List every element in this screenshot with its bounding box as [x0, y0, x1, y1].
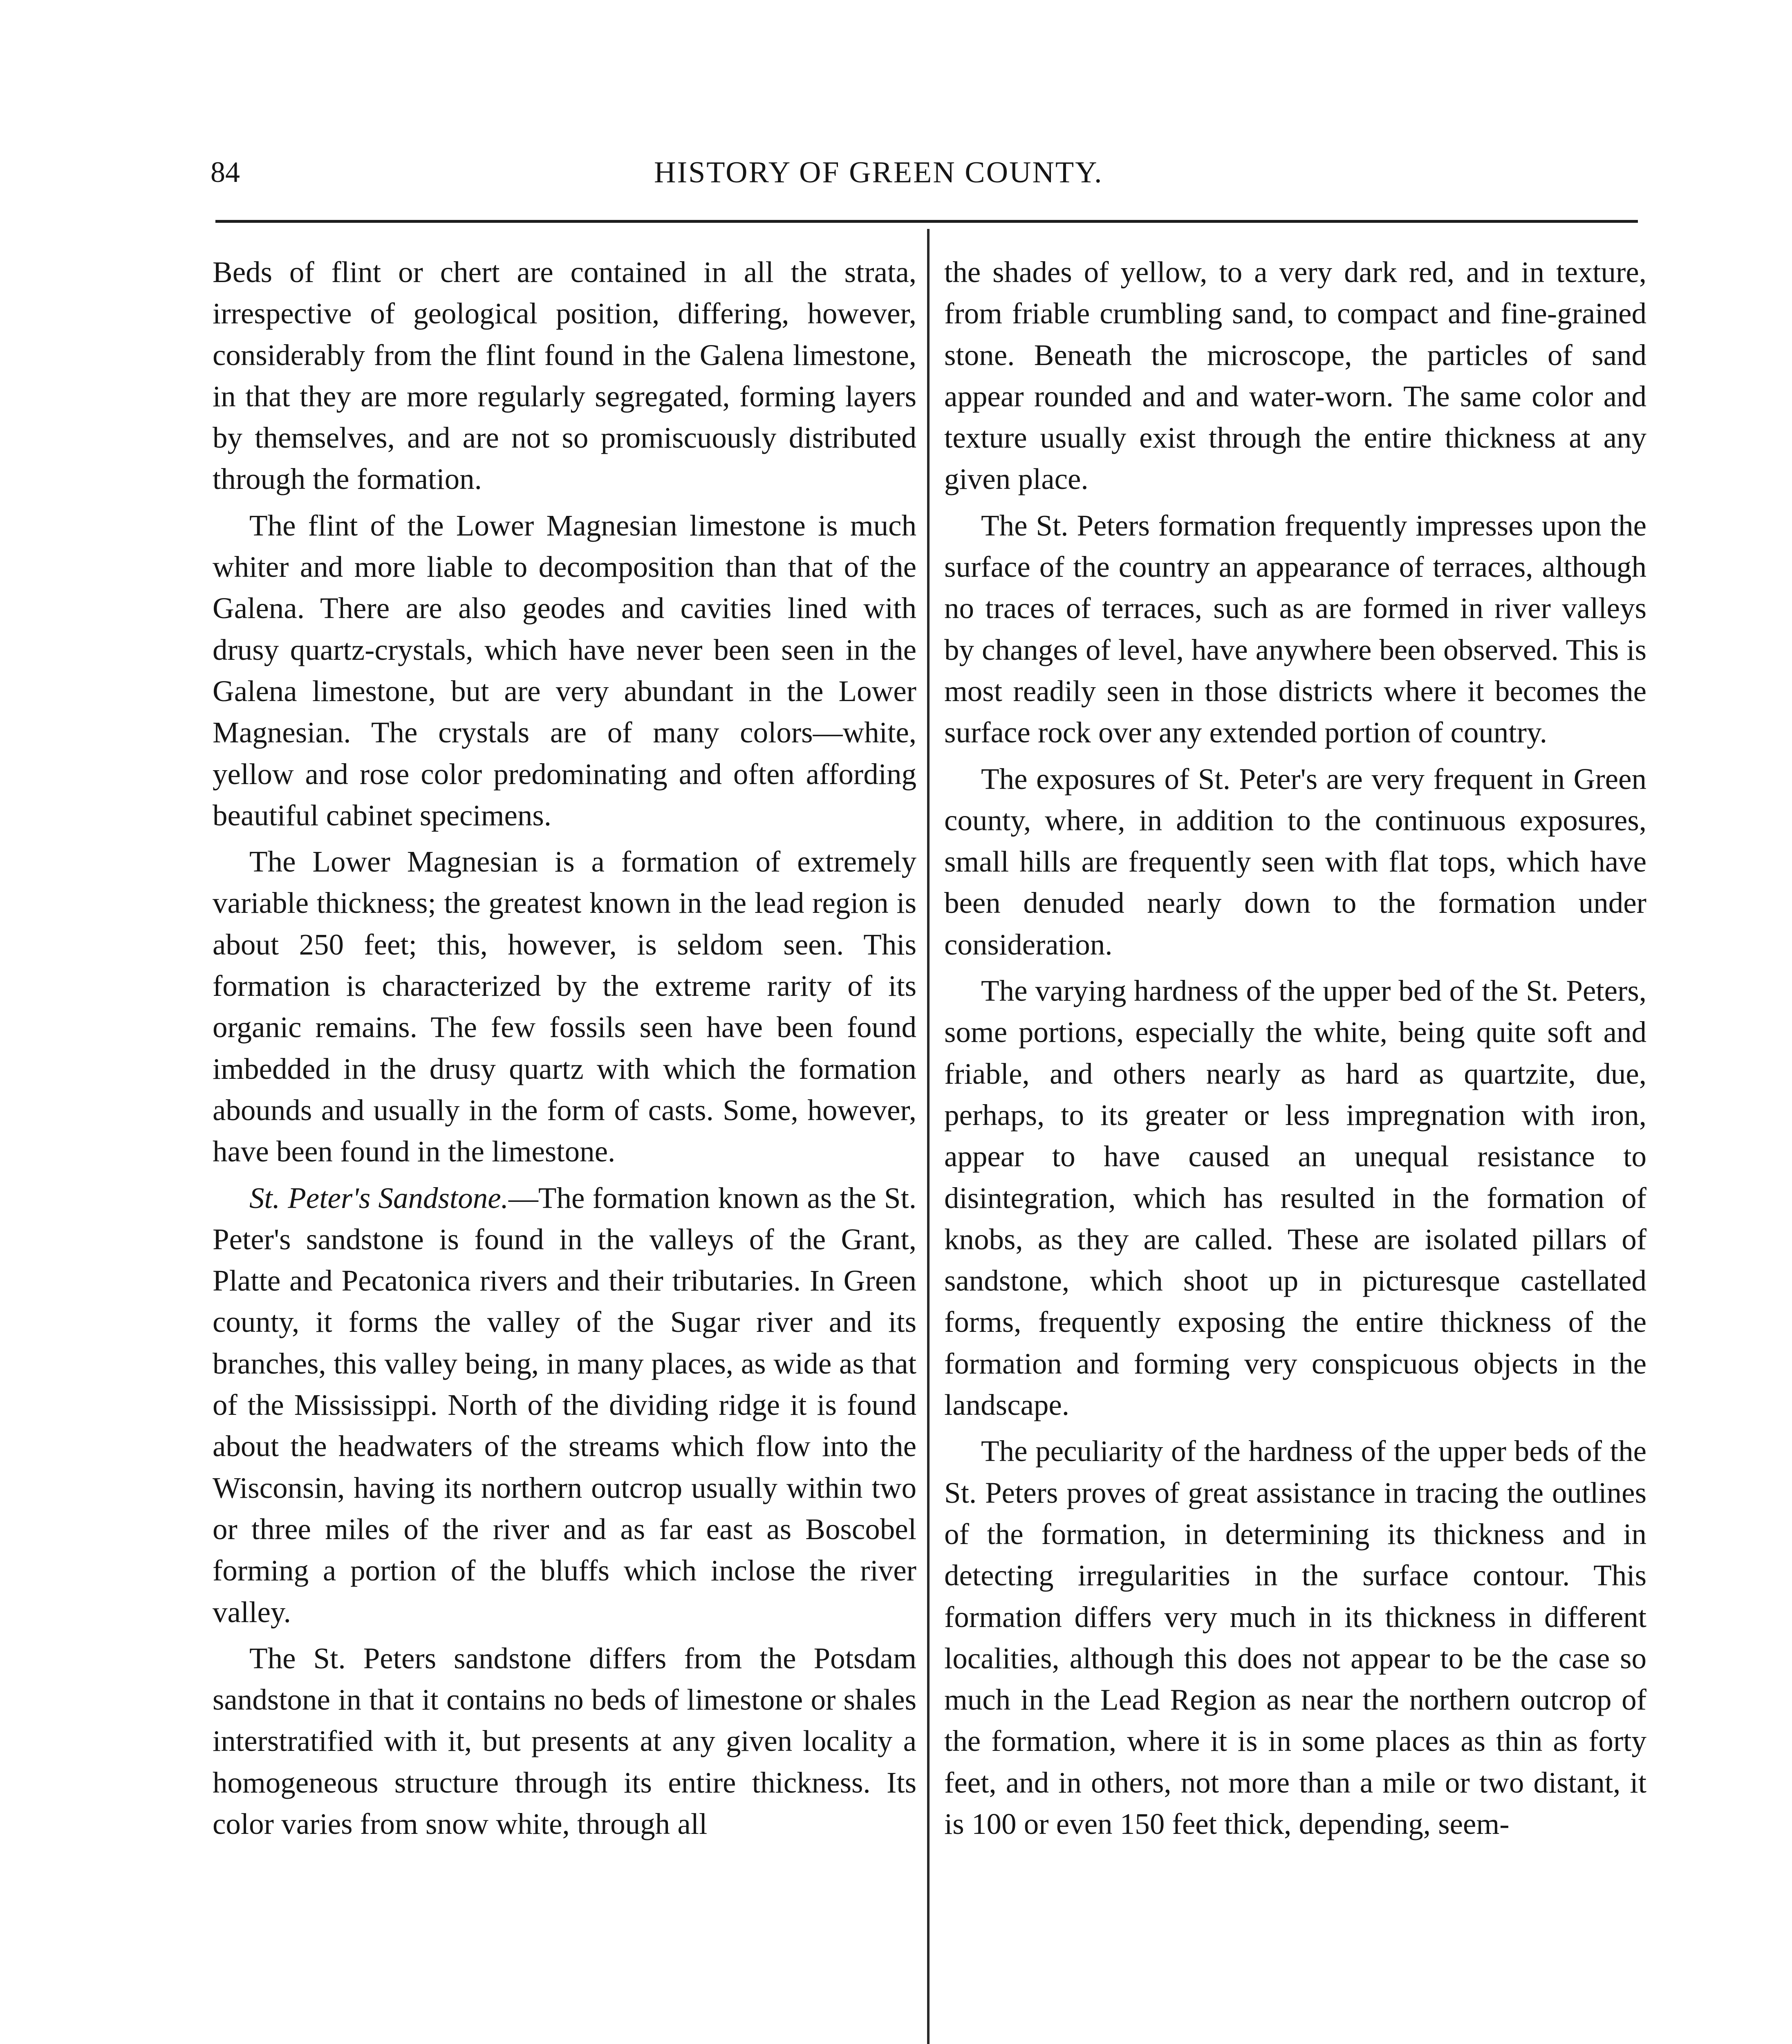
paragraph: The St. Peters sandstone differs from the Potsdam sandstone in that it contains no beds of limestone or shales interstratified with it, but presents at any given locality a homogeneous structure through its entire thickness. Its color varies from snow white, through all	[213, 1641, 916, 1840]
paragraph	[213, 1177, 916, 1633]
paragraph: Beds of flint or chert are contained in all the strata, irrespective of geological position, differing, however, considerably from the flint found in the Galena limestone, in that they are more regularly segregated, forming layers by themselves, and are not so promiscuously distributed through the formation.	[213, 256, 916, 496]
page-title: HISTORY OF GREEN COUNTY.	[654, 156, 1103, 189]
left-column	[213, 251, 916, 1845]
paragraph: The Lower Magnesian is a formation of extremely variable thickness; the greatest known in the lead region is about 250 feet; this, however, is seldom seen. This formation is characterized by the extreme rarity of its organic remains. The few fossils seen have been found imbedded in the drusy quartz with which the formation abounds and usually in the form of casts. Some, however, have been found in the limestone.	[213, 845, 916, 1168]
page-number: 84	[211, 156, 240, 188]
header-rule	[215, 220, 1638, 223]
paragraph: The varying hardness of the upper bed of the St. Peters, some portions, especially the white, being quite soft and friable, and others nearly as hard as quartzite, due, perhaps, to its greater or less impregnation with iron, appear to have caused an unequal resistance to disintegration, which has resulted in the formation of knobs, as they are called. These are isolated pillars of sandstone, which shoot up in picturesque castellated forms, frequently exposing the entire thickness of the formation and forming very conspicuous objects in the landscape.	[944, 974, 1646, 1422]
section-heading: St. Peter's Sandstone.	[249, 1181, 508, 1215]
paragraph: The peculiarity of the hardness of the upper beds of the St. Peters proves of great assistance in tracing the outlines of the formation, in determining its thickness and in detecting irregularities in the surface contour. This formation differs very much in its thickness in different localities, although this does not appear to be the case so much in the Lead Region as near the northern outcrop of the formation, where it is in some places as thin as forty feet, and in others, not more than a mile or two distant, it is 100 or even 150 feet thick, depending, seem-	[944, 1434, 1646, 1840]
paragraph: The flint of the Lower Magnesian limestone is much whiter and more liable to decomposition than that of the Galena. There are also geodes and cavities lined with drusy quartz-crystals, which have never been seen in the Galena limestone, but are very abundant in the Lower Magnesian. The crystals are of many colors—white, yellow and rose color predominating and often affording beautiful cabinet specimens.	[213, 509, 916, 832]
paragraph: The exposures of St. Peter's are very frequent in Green county, where, in addition to the continuous exposures, small hills are frequently seen with flat tops, which have been denuded nearly down to the formation under consideration.	[944, 762, 1646, 961]
paragraph: The St. Peters formation frequently impresses upon the surface of the country an appearance of terraces, although no traces of terraces, such as are formed in river valleys by changes of level, have anywhere been observed. This is most readily seen in those districts where it becomes the surface rock over any extended portion of country.	[944, 509, 1646, 749]
paragraph: the shades of yellow, to a very dark red, and in texture, from friable crumbling sand, to compact and fine-grained stone. Beneath the microscope, the particles of sand appear rounded and and water-worn. The same color and texture usually exist through the entire thickness at any given place.	[944, 256, 1646, 496]
column-divider	[927, 229, 930, 2044]
right-column	[944, 251, 1646, 1845]
paragraph-body: —The formation known as the St. Peter's sandstone is found in the valleys of the Grant, Platte and Pecatonica rivers and their tributaries. In Green county, it forms the valley of the Sugar river and its branches, this valley being, in many places, as wide as that of the Mississippi. North of the dividing ridge it is found about the headwaters of the streams which flow into the Wisconsin, having its northern outcrop usually within two or three miles of the river and as far east as Boscobel forming a portion of the bluffs which inclose the river valley.	[213, 1181, 916, 1629]
